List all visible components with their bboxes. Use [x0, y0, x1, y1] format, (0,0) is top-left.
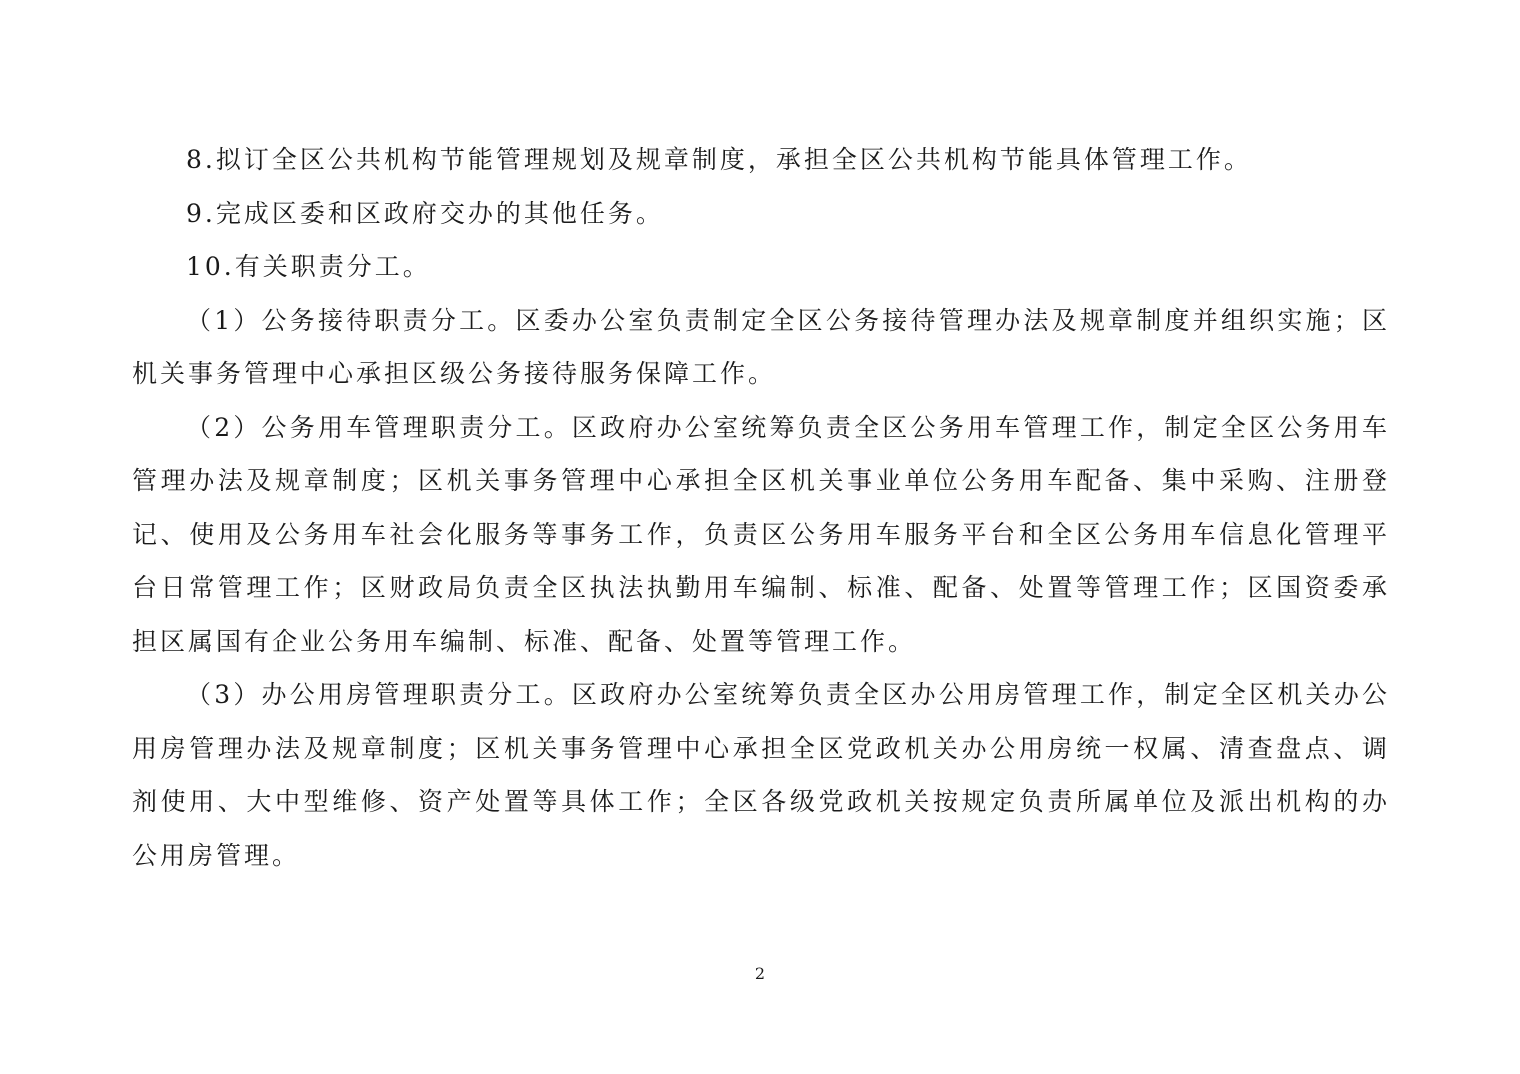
- paragraph-item-9: 9.完成区委和区政府交办的其他任务。: [186, 198, 664, 228]
- paragraph-item-8: 8.拟订全区公共机构节能管理规划及规章制度，承担全区公共机构节能具体管理工作。: [186, 145, 1252, 174]
- page-number: 2: [754, 964, 766, 983]
- paragraph-vehicle-duties: （2）公务用车管理职责分工。区政府办公室统筹负责全区公务用车管理工作，制定全区公务用车管理办法及规章制度；区机关事务管理中心承担全区机关事业单位公务用车配备、集中采购、注册登记、使用及公务用车社会化服务等事务工作，负责区公务用车服务平台和全区公务用车信息化管理平台日常管理工作；区财政局负责全区执法执勤用车编制、标准、配备、处置等管理工作；区国资委承担区属国有企业公务用车编制、标准、配备、处置等管理工作。: [132, 412, 1390, 656]
- paragraph-reception-duties: （1）公务接待职责分工。区委办公室负责制定全区公务接待管理办法及规章制度并组织实施；区机关事务管理中心承担区级公务接待服务保障工作。: [132, 305, 1390, 388]
- document-body: [132, 133, 1390, 882]
- paragraph-office-duties: （3）办公用房管理职责分工。区政府办公室统筹负责全区办公用房管理工作，制定全区机关办公用房管理办法及规章制度；区机关事务管理中心承担全区党政机关办公用房统一权属、清查盘点、调剂使用、大中型维修、资产处置等具体工作；全区各级党政机关按规定负责所属单位及派出机构的办公用房管理。: [132, 680, 1390, 870]
- paragraph-item-10: 10.有关职责分工。: [186, 252, 431, 281]
